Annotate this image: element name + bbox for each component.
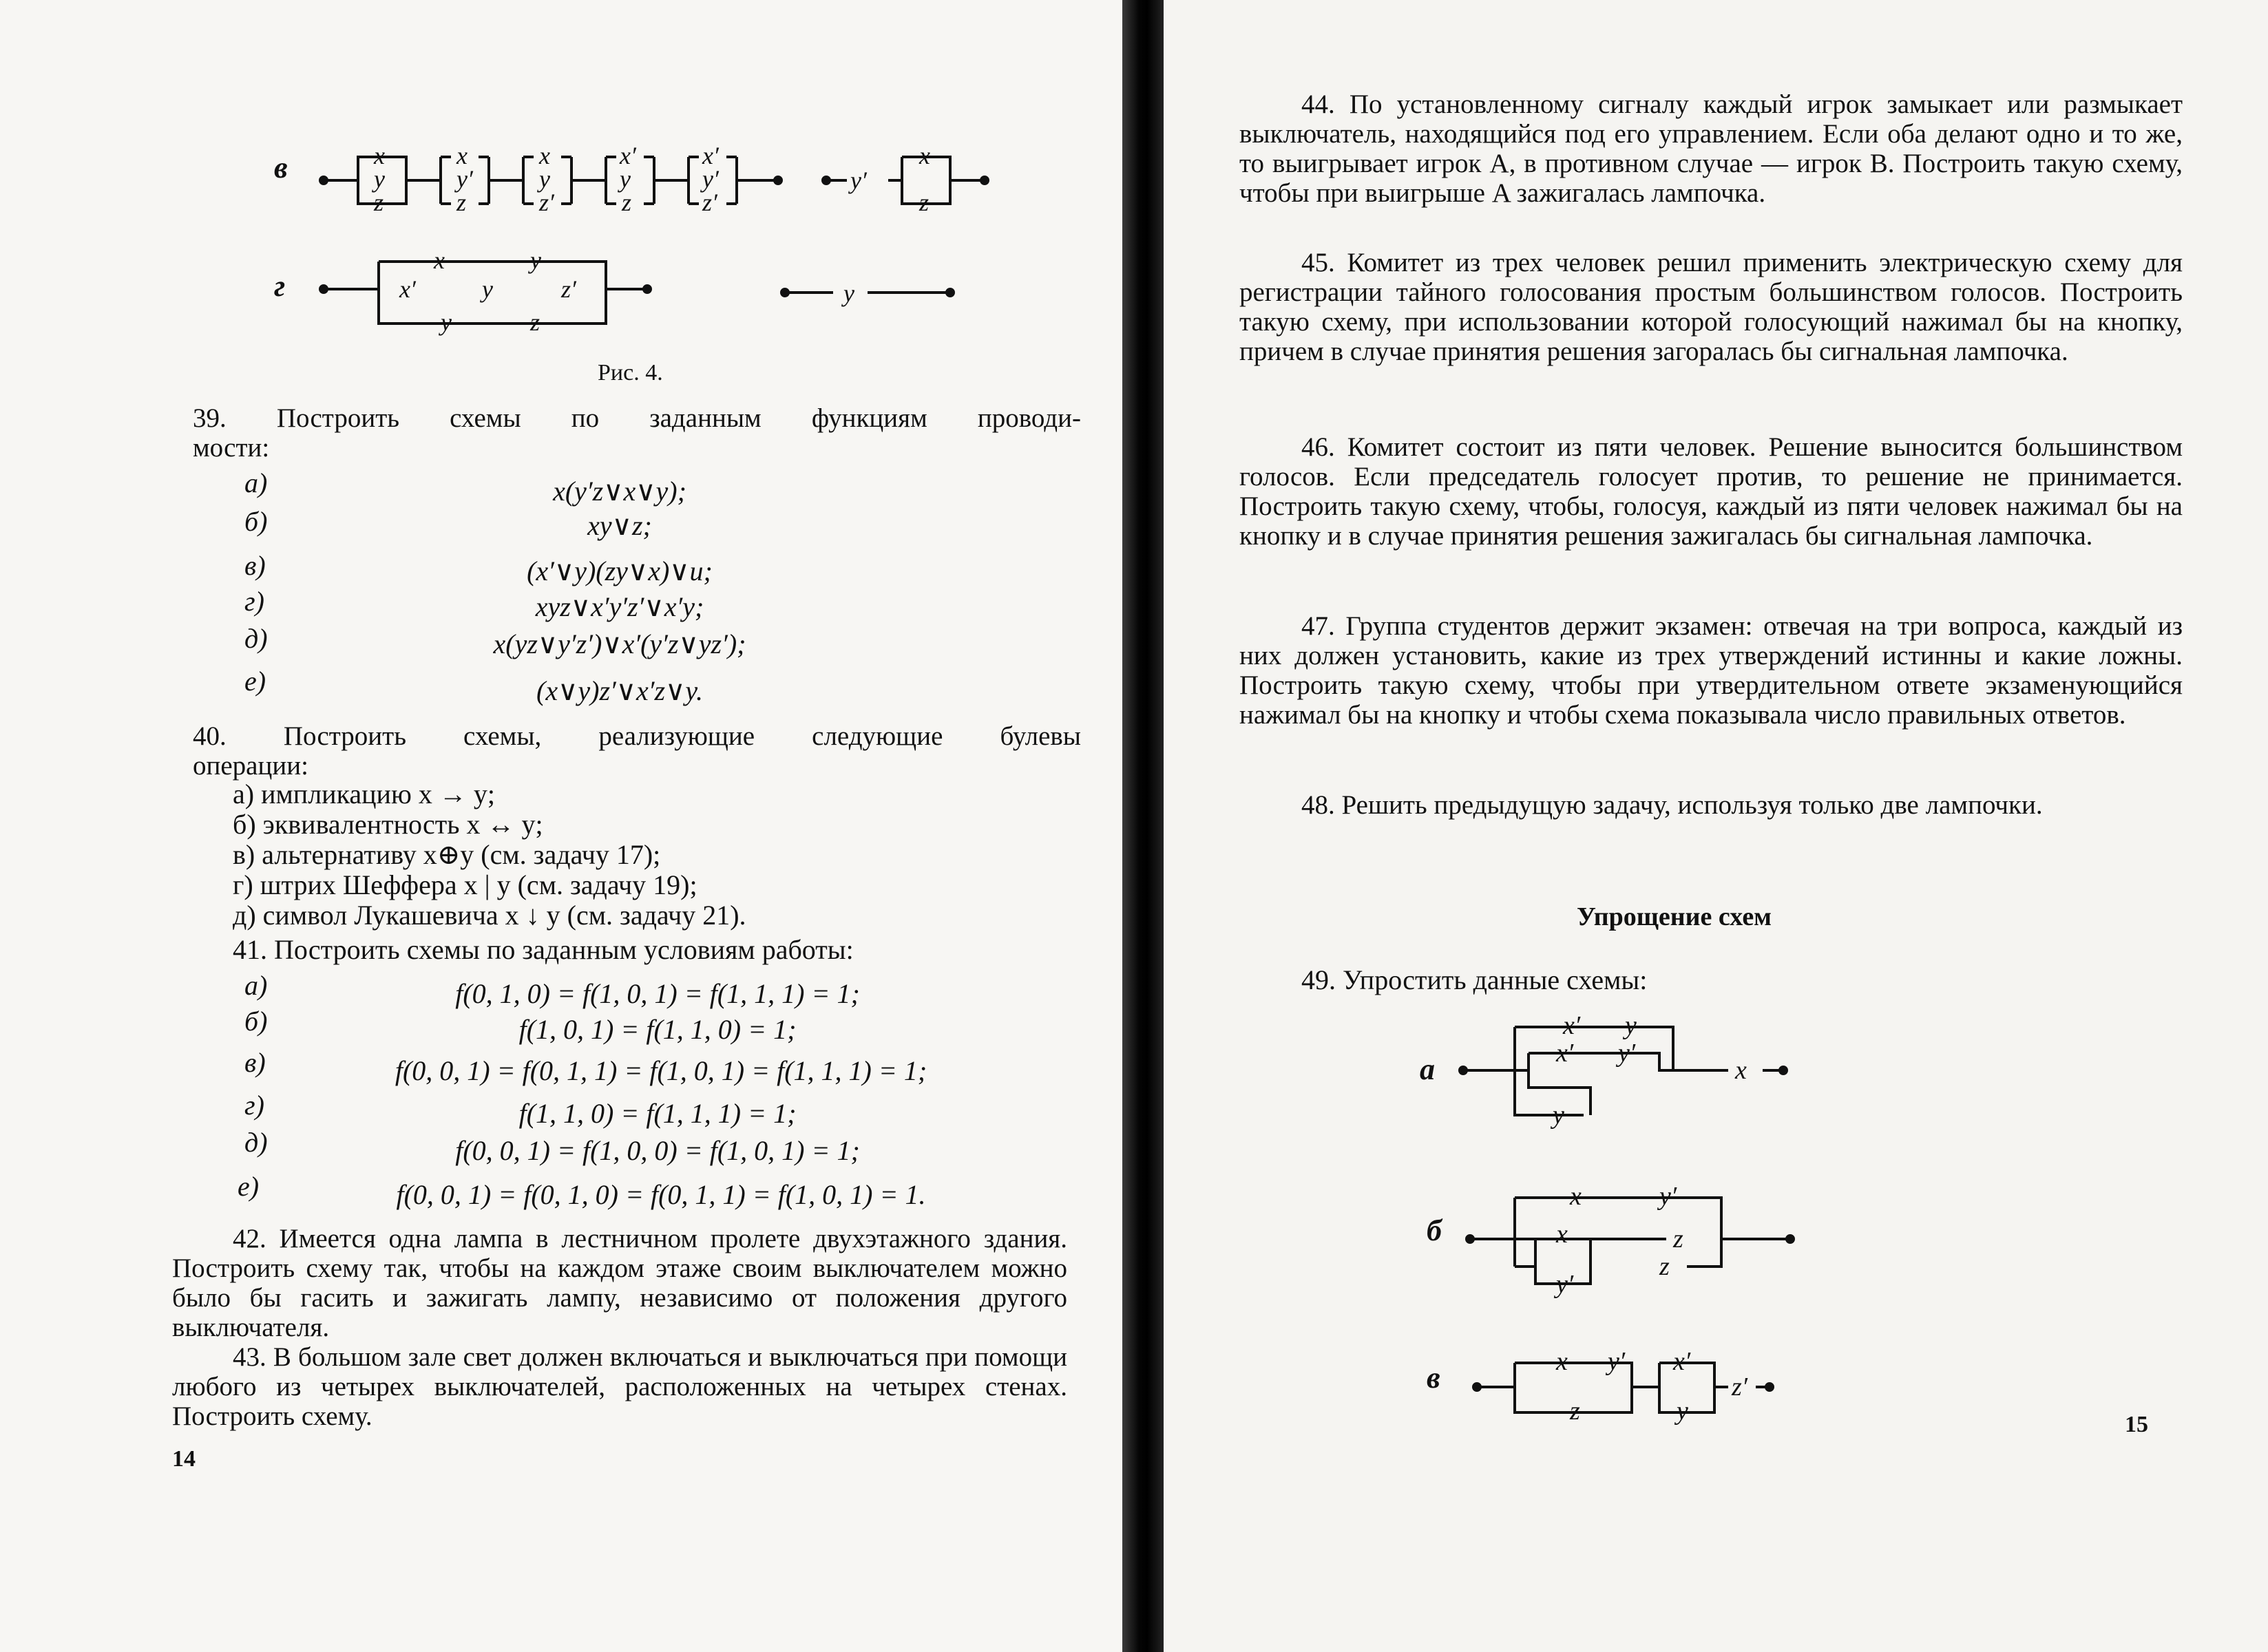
circuits-49 <box>1453 991 2072 1432</box>
figure-caption: Рис. 4. <box>598 360 663 385</box>
fig-var: z′ <box>561 275 576 303</box>
right-page <box>1164 0 2268 1652</box>
circuit-label-b: б <box>1427 1214 1442 1247</box>
p39-label: а) <box>244 467 268 498</box>
p39-label: е) <box>244 666 266 697</box>
fig-var: x <box>434 246 445 274</box>
p39-label: г) <box>244 586 264 617</box>
problem-48: 48. Решить предыдущую задачу, используя только две лампочки. <box>1301 790 2043 820</box>
circuit-label-a: а <box>1420 1052 1435 1086</box>
p40-item: в) альтернативу x⊕y (см. задачу 17); <box>233 839 661 870</box>
fig-var: x <box>919 142 930 169</box>
fig-var: x′ <box>702 142 719 169</box>
fig-var: y <box>620 165 631 193</box>
p41-label: а) <box>244 970 268 1001</box>
p41-formula: f(0, 0, 1) = f(0, 1, 1) = f(1, 0, 1) = f(1, 1, 1) = 1; <box>395 1055 927 1086</box>
fig-var: x <box>456 142 468 169</box>
circuit-var: y′ <box>1618 1039 1636 1068</box>
fig-label-v: в <box>274 151 288 184</box>
section-heading: Упрощение схем <box>1577 902 1772 931</box>
problem-42: 42. Имеется одна лампа в лестничном пролете двухэтажного здания. Построить схему так, чтобы на каждом этаже своим выключателем можно было бы гасить и зажигать лампу, независимо от положения другого выключателя. <box>172 1224 1067 1342</box>
p39-formula: (x′∨y)(zy∨x)∨u; <box>527 555 713 586</box>
fig-var: z <box>530 308 540 336</box>
p41-formula: f(1, 0, 1) = f(1, 1, 0) = 1; <box>518 1014 797 1045</box>
p41-formula: f(0, 0, 1) = f(0, 1, 0) = f(0, 1, 1) = f(1, 0, 1) = 1. <box>396 1179 926 1210</box>
p39-label: д) <box>244 623 268 654</box>
fig-var: z <box>456 189 467 216</box>
circuit-var: y′ <box>1659 1182 1677 1211</box>
fig-var: x′ <box>620 142 636 169</box>
p39-formula: xy∨z; <box>587 510 652 541</box>
problem-41-heading: 41. Построить схемы по заданным условиям работы: <box>233 934 854 965</box>
circuit-var: x <box>1556 1347 1568 1376</box>
p41-formula: f(0, 1, 0) = f(1, 0, 1) = f(1, 1, 1) = 1; <box>455 978 860 1009</box>
fig-var: x <box>539 142 550 169</box>
p41-label: д) <box>244 1127 268 1158</box>
p40-item: г) штрих Шеффера x | y (см. задачу 19); <box>233 869 697 900</box>
book-gutter <box>1122 0 1164 1652</box>
fig-var: z′ <box>539 189 554 216</box>
circuit-var: z <box>1570 1397 1580 1426</box>
circuit-var: x′ <box>1563 1011 1581 1040</box>
circuit-var: y <box>1677 1397 1688 1426</box>
circuit-var: z′ <box>1732 1373 1748 1401</box>
problem-46: 46. Комитет состоит из пяти человек. Решение выносится большинством голосов. Если председатель голосует против, то решение не принимается. Построить такую схему, чтобы, голосуя, каждый из пяти человек нажимал бы на кнопку и в случае принятия решения зажигалась бы сигнальная лампочка. <box>1239 432 2183 551</box>
left-page <box>0 0 1122 1652</box>
circuit-var: x <box>1735 1056 1747 1085</box>
p39-formula: x(y′z∨x∨y); <box>553 476 686 507</box>
p41-formula: f(0, 0, 1) = f(1, 0, 0) = f(1, 0, 1) = 1; <box>455 1135 860 1166</box>
page-number-left: 14 <box>172 1446 196 1472</box>
fig-var: y′ <box>456 165 473 193</box>
circuit-var: x′ <box>1556 1039 1574 1068</box>
circuit-var: z <box>1673 1225 1683 1253</box>
circuit-var: x <box>1570 1182 1582 1211</box>
p40-item: а) импликацию x → y; <box>233 779 495 809</box>
fig-var: y <box>441 308 452 336</box>
p39-formula: xyz∨x′y′z′∨x′y; <box>535 591 704 622</box>
circuit-var: y′ <box>1608 1347 1626 1376</box>
problem-40-heading <box>193 721 1081 781</box>
fig-var: z′ <box>702 189 717 216</box>
p39-formula: (x∨y)z′∨x′z∨y. <box>536 675 703 706</box>
circuit-var: x <box>1556 1220 1568 1249</box>
problem-39-line1: 39. Построить схемы по заданным функциям проводи- <box>193 403 1081 433</box>
fig-label-g: г <box>274 269 286 303</box>
problem-40-line1: 40. Построить схемы, реализующие следующие булевы <box>193 721 1081 751</box>
fig-var: z <box>919 189 930 216</box>
fig-var: y <box>530 246 541 274</box>
circuit-var: y <box>1553 1101 1564 1130</box>
p41-label: г) <box>244 1090 264 1121</box>
problem-45: 45. Комитет из трех человек решил применить электрическую схему для регистрации тайного голосования простым большинством голосов. Построить такую схему, при использовании которой голосующий нажимал бы на кнопку, причем в случае принятия решения загоралась бы сигнальная лампочка. <box>1239 248 2183 366</box>
circuit-var: y′ <box>1556 1270 1574 1299</box>
fig-var: y′ <box>702 165 719 193</box>
fig-var: x <box>374 142 385 169</box>
problem-49: 49. Упростить данные схемы: <box>1301 964 1648 995</box>
p40-item: б) эквивалентность x ↔ y; <box>233 809 543 840</box>
problem-44: 44. По установленному сигналу каждый игрок замыкает или размыкает выключатель, находящийся под его управлением. Если оба делают одно и то же, то выигрывает игрок A, в противном случае — игрок B. Построить такую схему, чтобы при выигрыше A зажигалась лампочка. <box>1239 89 2183 208</box>
p39-label: в) <box>244 550 266 581</box>
problem-43: 43. В большом зале свет должен включаться и выключаться при помощи любого из четырех выключателей, расположенных на четырех стенах. Построить схему. <box>172 1342 1067 1431</box>
figure-4-circuits <box>303 131 1047 351</box>
circuit-var: z <box>1659 1252 1670 1281</box>
fig-var: y <box>539 165 550 193</box>
fig-var: y <box>843 279 854 307</box>
problem-40-line2: операции: <box>193 751 308 781</box>
p41-formula: f(1, 1, 0) = f(1, 1, 1) = 1; <box>518 1098 797 1129</box>
p39-formula: x(yz∨y′z′)∨x′(y′z∨yz′); <box>493 628 746 659</box>
fig-var: y′ <box>850 167 867 194</box>
fig-var: y <box>482 275 493 303</box>
p40-item: д) символ Лукашевича x ↓ y (см. задачу 21). <box>233 900 746 931</box>
problem-39-line2: мости: <box>193 433 270 463</box>
problem-47: 47. Группа студентов держит экзамен: отвечая на три вопроса, каждый из них должен установить, какие из трех утверждений истинны и какие ложны. Построить такую схему, чтобы при утвердительном ответе экзаменующийся нажимал бы на кнопку и чтобы схема показывала число правильных ответов. <box>1239 611 2183 730</box>
circuit-var: y <box>1625 1011 1637 1040</box>
fig-var: y <box>374 165 385 193</box>
problem-39-heading <box>193 403 1081 463</box>
p41-label: в) <box>244 1047 266 1078</box>
p39-label: б) <box>244 506 268 537</box>
p41-label: б) <box>244 1006 268 1037</box>
circuit-label-v: в <box>1427 1361 1440 1395</box>
circuit-var: x′ <box>1673 1347 1691 1376</box>
p41-label: е) <box>238 1171 260 1202</box>
fig-var: x′ <box>399 275 416 303</box>
fig-var: z <box>374 189 384 216</box>
fig-var: z <box>622 189 632 216</box>
page-number-right: 15 <box>2125 1412 2148 1437</box>
